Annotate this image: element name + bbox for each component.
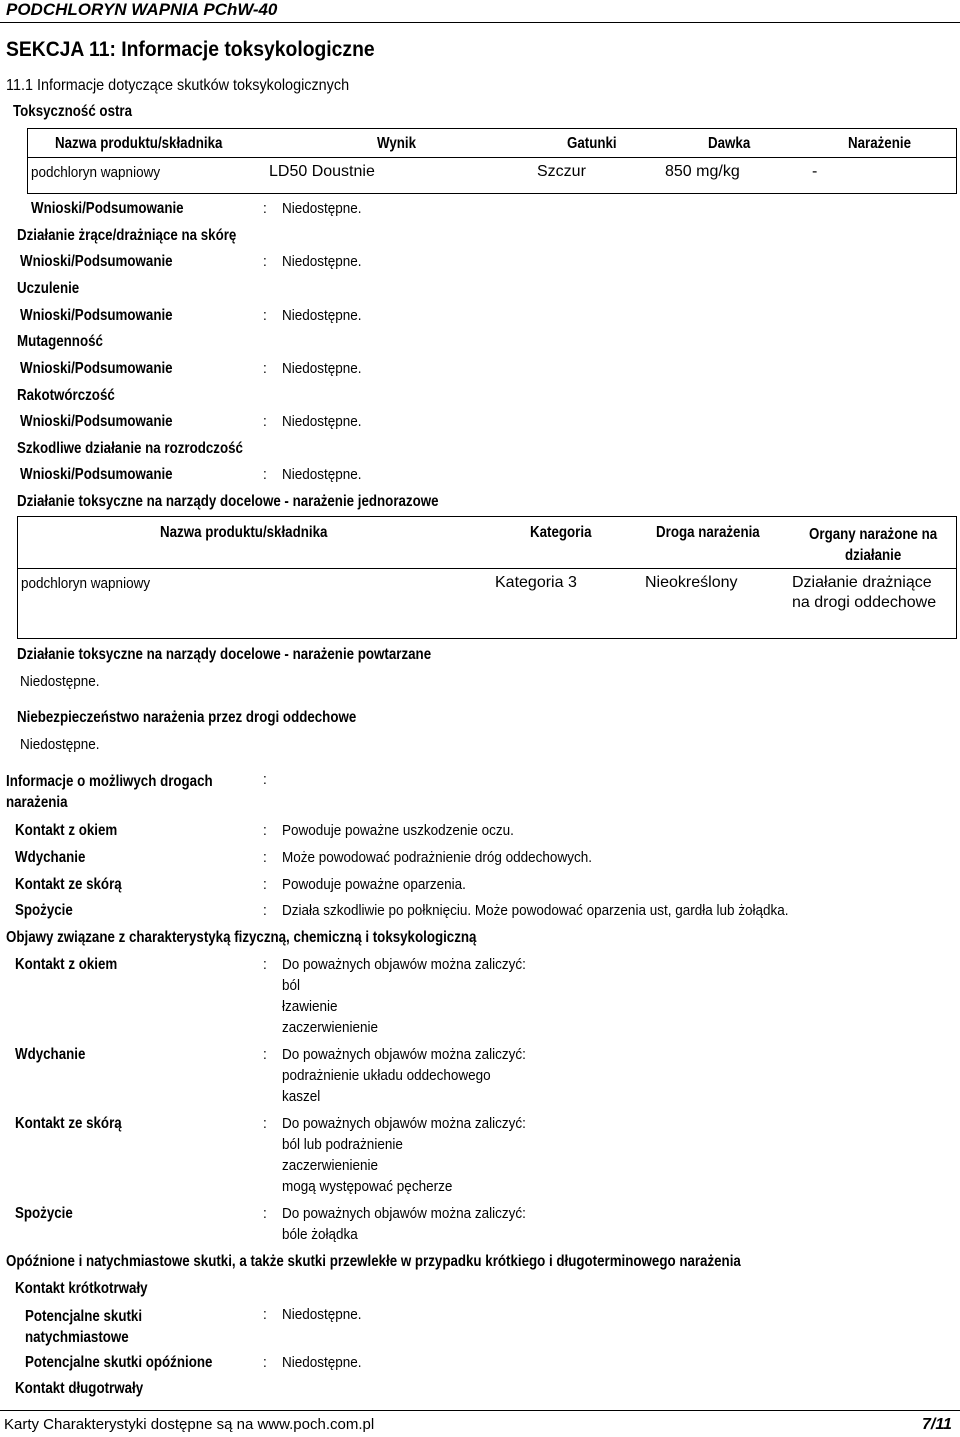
acute-cell-species: Szczur <box>537 163 586 180</box>
symptoms-inhalation-colon: : <box>263 1046 267 1063</box>
immediate-effects-colon: : <box>263 1306 267 1323</box>
long-term-heading: Kontakt długotrwały <box>15 1380 144 1397</box>
footer-rule <box>0 1410 960 1411</box>
route-skin-label: Kontakt ze skórą <box>15 876 122 893</box>
stot-cell-organs: Działanie drażniące na drogi oddechowe <box>792 574 937 611</box>
reproductive-value: Niedostępne. <box>282 466 362 483</box>
symptoms-eye-intro: Do poważnych objawów można zaliczyć: <box>282 956 526 973</box>
acute-conclusions-label: Wnioski/Podsumowanie <box>31 200 184 217</box>
acute-col-dose: Dawka <box>708 135 751 152</box>
acute-conclusions-colon: : <box>263 200 267 217</box>
header-rule <box>0 22 960 23</box>
symptoms-ingestion-intro: Do poważnych objawów można zaliczyć: <box>282 1205 526 1222</box>
symptoms-eye-line: zaczerwienienie <box>282 1019 379 1036</box>
acute-conclusions-value: Niedostępne. <box>282 200 362 217</box>
route-ingestion-label: Spożycie <box>15 902 73 919</box>
route-skin-colon: : <box>263 876 267 893</box>
route-eye-label: Kontakt z okiem <box>15 822 118 839</box>
sensitization-conclusions-label: Wnioski/Podsumowanie <box>20 307 173 324</box>
immediate-effects-label: Potencjalne skutki natychmiastowe <box>25 1308 143 1346</box>
symptoms-eye-line: ból <box>282 977 301 994</box>
symptoms-ingestion-line: bóle żołądka <box>282 1226 358 1243</box>
symptoms-skin-line: mogą występować pęcherze <box>282 1178 453 1195</box>
corrosion-colon: : <box>263 253 267 270</box>
symptoms-skin-line: zaczerwienienie <box>282 1157 379 1174</box>
acute-col-result: Wynik <box>377 135 417 152</box>
page-number: 7/11 <box>922 1416 952 1433</box>
stot-col-organs: Organy narażone na działanie <box>809 526 938 564</box>
symptoms-eye-label: Kontakt z okiem <box>15 956 118 973</box>
footer-website-text: Karty Charakterystyki dostępne są na www.poch.com.pl <box>4 1416 375 1433</box>
delayed-effects-heading: Opóźnione i natychmiastowe skutki, a także skutki przewlekłe w przypadku krótkiego i długoterminowego narażenia <box>6 1253 741 1270</box>
acute-cell-product: podchloryn wapniowy <box>31 164 161 181</box>
routes-colon: : <box>263 771 267 788</box>
acute-table-divider <box>27 157 956 158</box>
stot-repeated-value: Niedostępne. <box>20 673 100 690</box>
mutagenicity-colon: : <box>263 360 267 377</box>
mutagenicity-conclusions-label: Wnioski/Podsumowanie <box>20 360 173 377</box>
reproductive-colon: : <box>263 466 267 483</box>
acute-col-exposure: Narażenie <box>848 135 911 152</box>
acute-toxicity-heading: Toksyczność ostra <box>13 103 133 120</box>
carcinogenicity-conclusions-label: Wnioski/Podsumowanie <box>20 413 173 430</box>
symptoms-heading: Objawy związane z charakterystyką fizyczną, chemiczną i toksykologiczną <box>6 929 477 946</box>
stot-table-divider <box>17 568 956 569</box>
stot-cell-category: Kategoria 3 <box>495 574 577 591</box>
immediate-effects-value: Niedostępne. <box>282 1306 362 1323</box>
symptoms-inhalation-line: kaszel <box>282 1088 321 1105</box>
acute-cell-exposure: - <box>812 163 818 180</box>
acute-cell-result: LD50 Doustnie <box>269 163 375 180</box>
corrosion-heading: Działanie żrące/drażniące na skórę <box>17 227 237 244</box>
aspiration-value: Niedostępne. <box>20 736 100 753</box>
stot-col-category: Kategoria <box>530 524 592 541</box>
stot-single-heading: Działanie toksyczne na narządy docelowe - narażenie jednorazowe <box>17 493 439 510</box>
routes-heading: Informacje o możliwych drogach narażenia <box>6 773 213 811</box>
symptoms-skin-line: ból lub podrażnienie <box>282 1136 403 1153</box>
delayed-effects-label: Potencjalne skutki opóźnione <box>25 1354 213 1371</box>
sensitization-colon: : <box>263 307 267 324</box>
route-inhalation-label: Wdychanie <box>15 849 86 866</box>
carcinogenicity-heading: Rakotwórczość <box>17 387 115 404</box>
route-ingestion-value: Działa szkodliwie po połknięciu. Może powodować oparzenia ust, gardła lub żołądka. <box>282 902 789 919</box>
delayed-effects-colon: : <box>263 1354 267 1371</box>
route-eye-colon: : <box>263 822 267 839</box>
symptoms-skin-label: Kontakt ze skórą <box>15 1115 122 1132</box>
short-term-heading: Kontakt krótkotrwały <box>15 1280 148 1297</box>
reproductive-conclusions-label: Wnioski/Podsumowanie <box>20 466 173 483</box>
carcinogenicity-colon: : <box>263 413 267 430</box>
stot-cell-route: Nieokreślony <box>645 574 738 591</box>
mutagenicity-value: Niedostępne. <box>282 360 362 377</box>
route-eye-value: Powoduje poważne uszkodzenie oczu. <box>282 822 514 839</box>
corrosion-value: Niedostępne. <box>282 253 362 270</box>
document-header-title: PODCHLORYN WAPNIA PChW-40 <box>6 0 278 19</box>
aspiration-heading: Niebezpieczeństwo narażenia przez drogi oddechowe <box>17 709 357 726</box>
route-inhalation-colon: : <box>263 849 267 866</box>
symptoms-ingestion-colon: : <box>263 1205 267 1222</box>
reproductive-heading: Szkodliwe działanie na rozrodczość <box>17 440 243 457</box>
acute-col-product: Nazwa produktu/składnika <box>55 135 223 152</box>
stot-col-route: Droga narażenia <box>656 524 760 541</box>
delayed-effects-value: Niedostępne. <box>282 1354 362 1371</box>
corrosion-conclusions-label: Wnioski/Podsumowanie <box>20 253 173 270</box>
section-title: SEKCJA 11: Informacje toksykologiczne <box>6 38 375 61</box>
acute-cell-dose: 850 mg/kg <box>665 163 740 180</box>
acute-col-species: Gatunki <box>567 135 617 152</box>
route-ingestion-colon: : <box>263 902 267 919</box>
route-inhalation-value: Może powodować podrażnienie dróg oddechowych. <box>282 849 592 866</box>
symptoms-ingestion-label: Spożycie <box>15 1205 73 1222</box>
symptoms-inhalation-label: Wdychanie <box>15 1046 86 1063</box>
sensitization-heading: Uczulenie <box>17 280 80 297</box>
symptoms-inhalation-line: podrażnienie układu oddechowego <box>282 1067 491 1084</box>
route-skin-value: Powoduje poważne oparzenia. <box>282 876 466 893</box>
carcinogenicity-value: Niedostępne. <box>282 413 362 430</box>
stot-col-product: Nazwa produktu/składnika <box>160 524 328 541</box>
sensitization-value: Niedostępne. <box>282 307 362 324</box>
symptoms-inhalation-intro: Do poważnych objawów można zaliczyć: <box>282 1046 526 1063</box>
mutagenicity-heading: Mutagenność <box>17 333 103 350</box>
symptoms-skin-intro: Do poważnych objawów można zaliczyć: <box>282 1115 526 1132</box>
stot-repeated-heading: Działanie toksyczne na narządy docelowe - narażenie powtarzane <box>17 646 432 663</box>
symptoms-skin-colon: : <box>263 1115 267 1132</box>
stot-cell-product: podchloryn wapniowy <box>21 575 151 592</box>
section-subtitle: 11.1 Informacje dotyczące skutków toksykologicznych <box>6 77 350 94</box>
symptoms-eye-colon: : <box>263 956 267 973</box>
symptoms-eye-line: łzawienie <box>282 998 338 1015</box>
